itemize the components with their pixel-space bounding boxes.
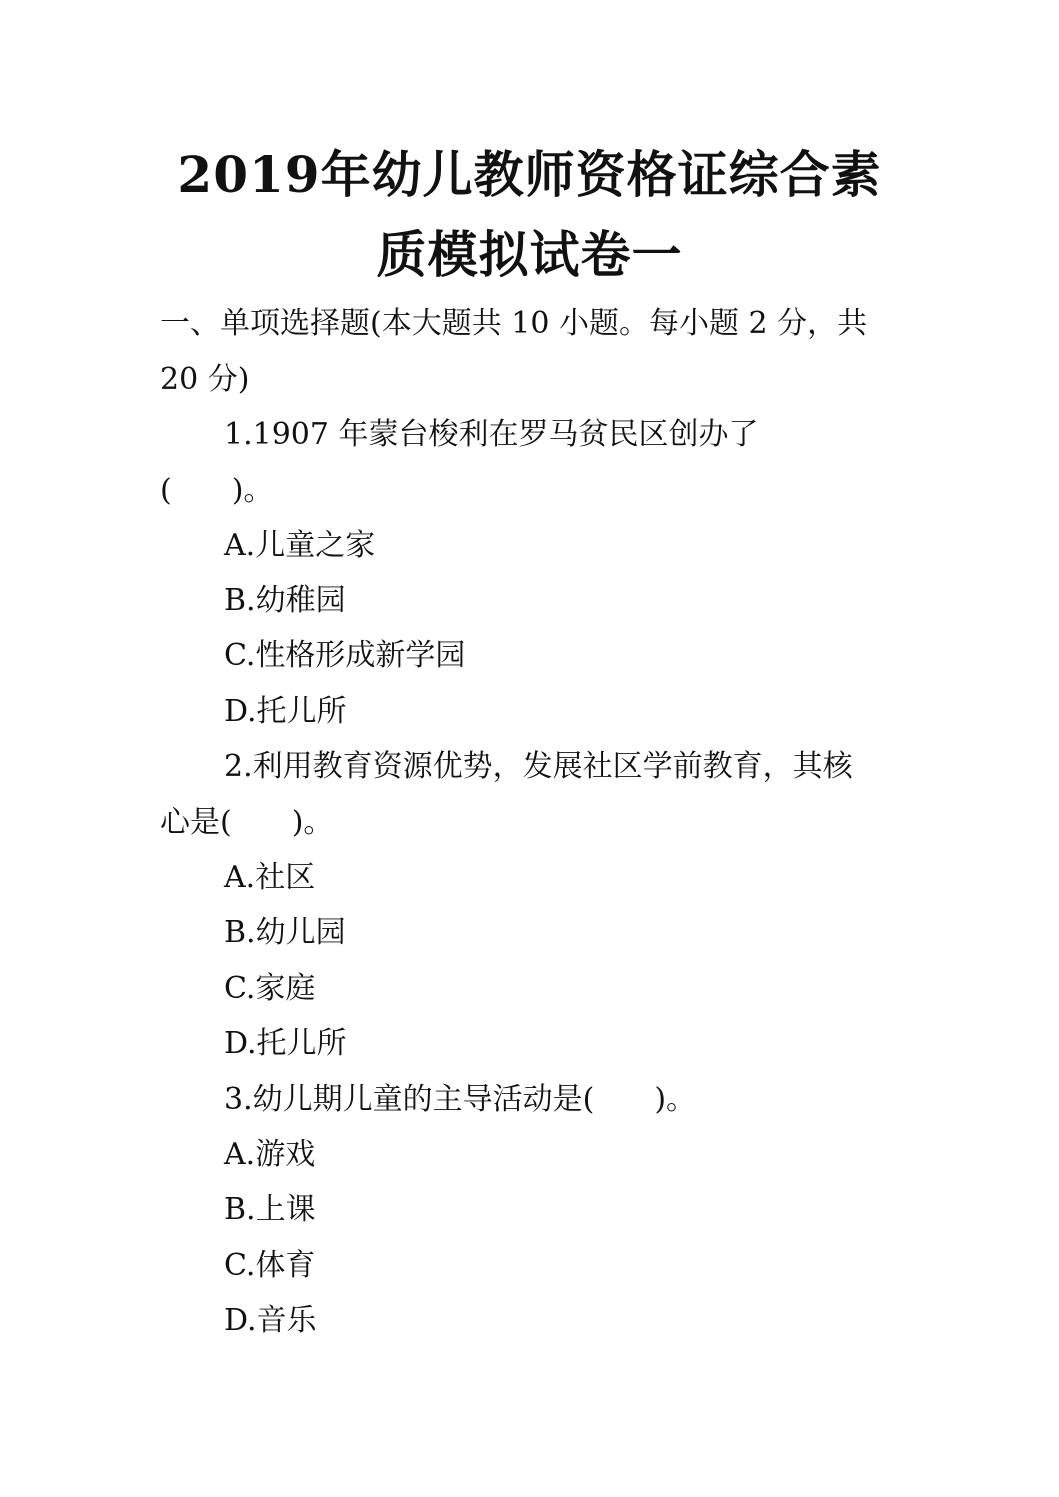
question-3-option-d: D.音乐 <box>224 1303 317 1338</box>
question-3-option-c: C.体育 <box>224 1248 316 1283</box>
question-1-stem-line-1: 1.1907 年蒙台梭利在罗马贫民区创办了 <box>224 417 759 452</box>
question-2-option-b: B.幼儿园 <box>224 915 346 950</box>
question-2-stem-line-1: 2.利用教育资源优势，发展社区学前教育，其核 <box>224 749 853 784</box>
document-title-line-2: 质模拟试卷一 <box>376 225 683 284</box>
section-heading-line-2: 20 分) <box>160 362 250 397</box>
question-1-option-c: C.性格形成新学园 <box>224 638 466 673</box>
section-heading-line-1: 一、单项选择题(本大题共 10 小题。每小题 2 分，共 <box>160 306 868 341</box>
question-1-stem-line-2: ( )。 <box>160 473 274 508</box>
question-2-option-d: D.托儿所 <box>224 1026 347 1061</box>
question-3-stem: 3.幼儿期儿童的主导活动是( )。 <box>224 1082 697 1117</box>
question-2-option-a: A.社区 <box>224 860 316 895</box>
question-1-option-a: A.儿童之家 <box>224 528 376 563</box>
question-2-stem-line-2: 心是( )。 <box>160 805 334 840</box>
question-1-option-b: B.幼稚园 <box>224 583 346 618</box>
question-2-option-c: C.家庭 <box>224 971 316 1006</box>
document-title-line-1: 2019年幼儿教师资格证综合素 <box>177 145 882 204</box>
question-3-option-b: B.上课 <box>224 1192 316 1227</box>
question-1-option-d: D.托儿所 <box>224 694 347 729</box>
question-3-option-a: A.游戏 <box>224 1137 316 1172</box>
